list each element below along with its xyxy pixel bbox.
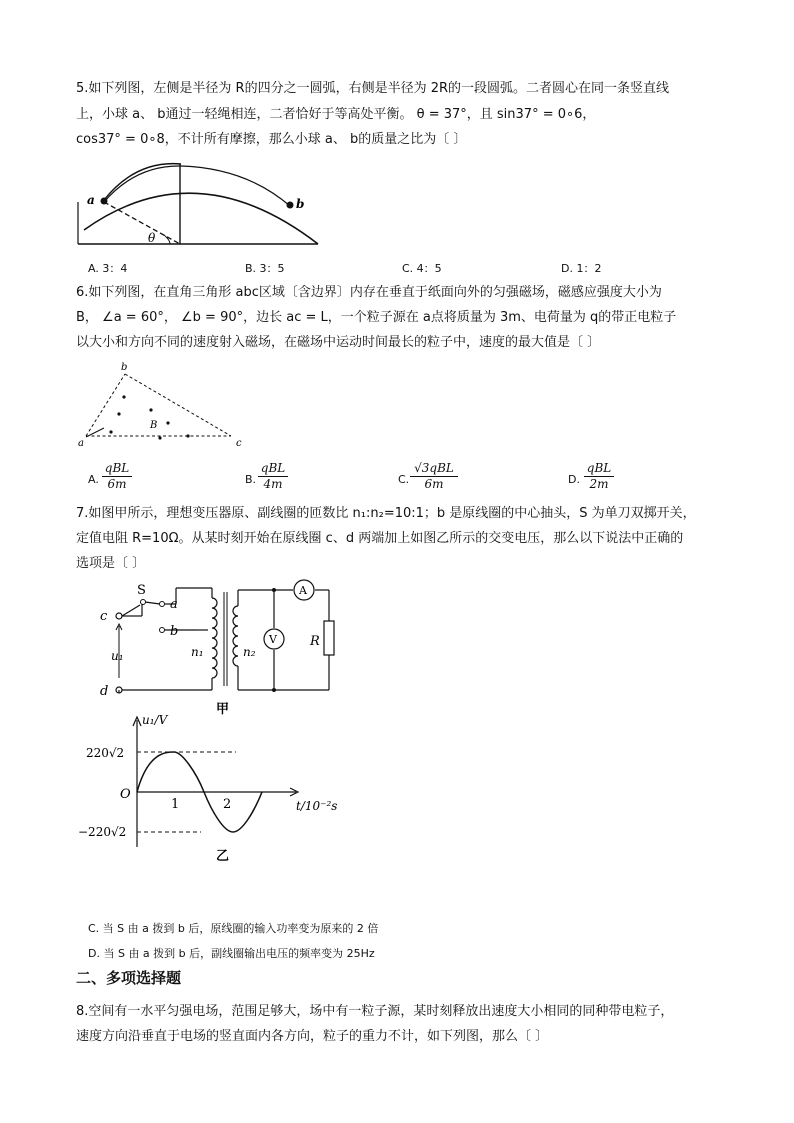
field-dot bbox=[117, 412, 120, 415]
secondary-coil bbox=[233, 606, 238, 666]
q6-line2: B， ∠a = 60°， ∠b = 90°，边长 ac = L，一个粒子源在 a点将质量为 3m、电荷量为 q的带正电粒子 bbox=[76, 310, 677, 325]
q7-voltage-graph bbox=[76, 712, 356, 864]
field-dot bbox=[149, 408, 152, 411]
q6-option-d[interactable]: D. bbox=[568, 473, 580, 486]
q6-option-b-fraction: qBL 4m bbox=[258, 461, 288, 492]
graph-ymax-label: 220√2 bbox=[86, 746, 125, 760]
q6-option-d-fraction: qBL 2m bbox=[584, 461, 614, 492]
circuit-label-A: A bbox=[299, 584, 307, 597]
graph-xaxis-label: t/10⁻²s bbox=[296, 799, 338, 813]
q5-option-d[interactable]: D. 1：2 bbox=[561, 262, 602, 275]
q7-line1: 7.如图甲所示，理想变压器原、副线圈的匝数比 n₁:n₂=10:1；b 是原线圈的中心抽头，S 为单刀双掷开关， bbox=[76, 506, 696, 521]
q5-label-b: b bbox=[296, 197, 305, 211]
q6-option-a-fraction: qBL 6m bbox=[102, 461, 132, 492]
circuit-caption: 甲 bbox=[216, 702, 230, 717]
circuit-label-R: R bbox=[310, 634, 320, 649]
circuit-label-V: V bbox=[269, 633, 277, 646]
graph-caption: 乙 bbox=[216, 849, 230, 864]
graph-origin-label: O bbox=[120, 787, 131, 802]
q5-ball-b bbox=[287, 202, 294, 209]
q5-option-b[interactable]: B. 3：5 bbox=[245, 262, 285, 275]
q6-line3: 以大小和方向不同的速度射入磁场，在磁场中运动时间最长的粒子中，速度的最大值是〔 〕 bbox=[76, 335, 601, 350]
circuit-label-d: d bbox=[100, 684, 109, 699]
q6-option-a[interactable]: A. bbox=[88, 473, 99, 486]
q6-label-c: c bbox=[236, 438, 242, 449]
q5-option-c[interactable]: C. 4：5 bbox=[402, 262, 442, 275]
q6-option-c[interactable]: C. bbox=[398, 473, 410, 486]
field-dot bbox=[122, 395, 125, 398]
q6-line1: 6.如下列图，在直角三角形 abc区域〔含边界〕内存在垂直于纸面向外的匀强磁场，磁感应强度大小为 bbox=[76, 285, 662, 300]
q7-option-d[interactable]: D. 当 S 由 a 拨到 b 后，副线圈输出电压的频率变为 25Hz bbox=[88, 947, 375, 960]
q5-label-theta: θ bbox=[148, 231, 156, 245]
q7-circuit-figure bbox=[96, 578, 356, 717]
circuit-label-b: b bbox=[170, 624, 179, 639]
q6-figure bbox=[76, 360, 256, 450]
q6-option-c-fraction: √3qBL 6m bbox=[410, 461, 458, 492]
circuit-label-S: S bbox=[137, 583, 146, 598]
field-dot bbox=[158, 436, 161, 439]
circuit-label-c: c bbox=[100, 609, 108, 624]
q7-line3: 选项是〔 〕 bbox=[76, 556, 146, 571]
q5-rope bbox=[104, 166, 290, 206]
terminal-c bbox=[116, 613, 122, 619]
graph-tick-1: 1 bbox=[171, 797, 180, 812]
q5-ball-a bbox=[101, 198, 108, 205]
circuit-label-a: a bbox=[170, 597, 178, 612]
section-title: 二、多项选择题 bbox=[76, 969, 182, 987]
q5-line1: 5.如下列图，左侧是半径为 R的四分之一圆弧，右侧是半径为 2R的一段圆弧。二者圆心在同一条竖直线 bbox=[76, 81, 670, 96]
q5-figure bbox=[76, 160, 326, 255]
q5-label-a: a bbox=[87, 193, 95, 207]
circuit-label-u1: u₁ bbox=[111, 649, 124, 663]
q5-option-a[interactable]: A. 3：4 bbox=[88, 262, 128, 275]
q8-line1: 8.空间有一水平匀强电场，范围足够大，场中有一粒子源，某时刻释放出速度大小相同的同种带电粒子， bbox=[76, 1004, 674, 1019]
q6-label-B: B bbox=[150, 420, 158, 431]
q6-label-b: b bbox=[121, 362, 128, 373]
q5-line2: 上，小球 a、 b通过一轻绳相连，二者恰好于等高处平衡。 θ = 37°，且 sin37° = 0∘6， bbox=[76, 107, 596, 122]
field-dot bbox=[166, 421, 169, 424]
primary-coil bbox=[212, 598, 217, 678]
graph-yaxis-label: u₁/V bbox=[142, 713, 168, 727]
field-dot bbox=[186, 434, 189, 437]
q5-line3: cos37° = 0∘8，不计所有摩擦，那么小球 a、 b的质量之比为〔 〕 bbox=[76, 132, 467, 147]
q6-label-a: a bbox=[78, 438, 84, 449]
circuit-label-n1: n₁ bbox=[191, 645, 204, 659]
q8-line2: 速度方向沿垂直于电场的竖直面内各方向，粒子的重力不计，如下列图，那么〔 〕 bbox=[76, 1029, 549, 1044]
circuit-label-n2: n₂ bbox=[243, 645, 256, 659]
q7-line2: 定值电阻 R=10Ω。从某时刻开始在原线圈 c、d 两端加上如图乙所示的交变电压，那么以下说法中正确的 bbox=[76, 531, 684, 546]
resistor-icon bbox=[324, 621, 334, 655]
field-dot bbox=[109, 430, 112, 433]
q6-option-b[interactable]: B. bbox=[245, 473, 257, 486]
graph-ymin-label: −220√2 bbox=[78, 825, 127, 839]
q5-dashed-radius bbox=[104, 202, 180, 244]
graph-tick-2: 2 bbox=[223, 797, 232, 812]
q7-option-c[interactable]: C. 当 S 由 a 拨到 b 后，原线圈的输入功率变为原来的 2 倍 bbox=[88, 922, 379, 935]
